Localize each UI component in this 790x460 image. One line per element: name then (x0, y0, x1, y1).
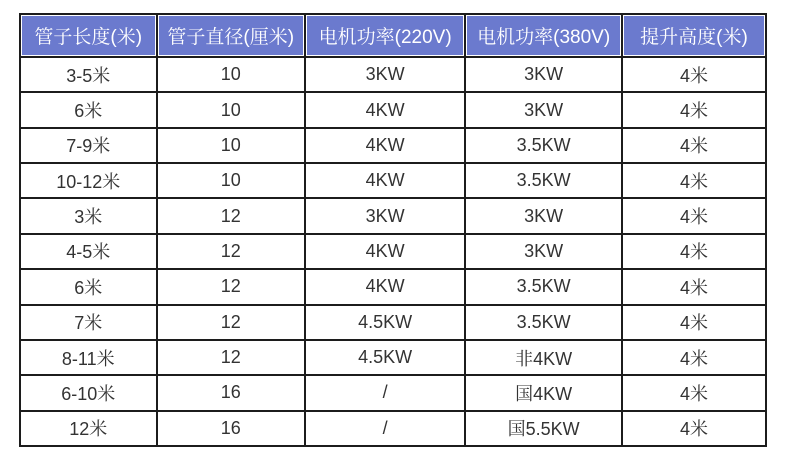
table-cell: 12米 (20, 411, 157, 446)
table-cell: / (305, 375, 465, 410)
table-cell: 4米 (622, 411, 766, 446)
table-row (20, 269, 766, 304)
pump-spec-table (19, 13, 767, 447)
table-cell: 4米 (622, 234, 766, 269)
table-cell: 4米 (622, 128, 766, 163)
column-header: 提升高度(米) (622, 14, 766, 57)
table-row (20, 340, 766, 375)
table-cell: 3KW (465, 92, 622, 127)
column-header: 电机功率(380V) (465, 14, 622, 57)
table-row (20, 92, 766, 127)
table-cell: 12 (157, 234, 305, 269)
table-cell: 12 (157, 269, 305, 304)
table-row (20, 411, 766, 446)
table-cell: 4-5米 (20, 234, 157, 269)
table-cell: 4米 (622, 340, 766, 375)
table-cell: 3.5KW (465, 269, 622, 304)
table-cell: 8-11米 (20, 340, 157, 375)
table-row (20, 305, 766, 340)
table-cell: 4.5KW (305, 340, 465, 375)
table-cell: 10 (157, 163, 305, 198)
table-cell: 4KW (305, 92, 465, 127)
table-header-row (20, 14, 766, 57)
column-header: 管子长度(米) (20, 14, 157, 57)
table-cell: 6米 (20, 269, 157, 304)
table-cell: 12 (157, 305, 305, 340)
table-row (20, 163, 766, 198)
table-cell: 4米 (622, 375, 766, 410)
table-row (20, 198, 766, 233)
table-cell: 4KW (305, 234, 465, 269)
table-cell: 10 (157, 92, 305, 127)
table-cell: 3KW (465, 57, 622, 92)
table-row (20, 14, 766, 57)
table-cell: 4米 (622, 198, 766, 233)
table-cell: 4米 (622, 57, 766, 92)
table-row (20, 128, 766, 163)
table-cell: 4KW (305, 128, 465, 163)
table-cell: 3-5米 (20, 57, 157, 92)
table-cell: 3.5KW (465, 163, 622, 198)
table-cell: 16 (157, 411, 305, 446)
table-cell: 3.5KW (465, 128, 622, 163)
table-cell: 10-12米 (20, 163, 157, 198)
table-cell: 国5.5KW (465, 411, 622, 446)
table-cell: / (305, 411, 465, 446)
table-cell: 3KW (465, 198, 622, 233)
table-cell: 国4KW (465, 375, 622, 410)
table-cell: 4米 (622, 269, 766, 304)
column-header: 电机功率(220V) (305, 14, 465, 57)
table-cell: 7-9米 (20, 128, 157, 163)
table-cell: 3KW (305, 57, 465, 92)
table-cell: 4米 (622, 92, 766, 127)
column-header: 管子直径(厘米) (157, 14, 305, 57)
table-row (20, 375, 766, 410)
table-row (20, 234, 766, 269)
table-cell: 4KW (305, 269, 465, 304)
table-cell: 3.5KW (465, 305, 622, 340)
table-cell: 非4KW (465, 340, 622, 375)
table-cell: 6-10米 (20, 375, 157, 410)
table-cell: 10 (157, 128, 305, 163)
table-cell: 4米 (622, 163, 766, 198)
table-cell: 12 (157, 340, 305, 375)
table-row (20, 57, 766, 92)
table-cell: 10 (157, 57, 305, 92)
table-cell: 6米 (20, 92, 157, 127)
table-cell: 3KW (465, 234, 622, 269)
table-cell: 4米 (622, 305, 766, 340)
table-body (20, 57, 766, 446)
table-cell: 4KW (305, 163, 465, 198)
table-cell: 3KW (305, 198, 465, 233)
table-cell: 12 (157, 198, 305, 233)
table-cell: 16 (157, 375, 305, 410)
table-cell: 4.5KW (305, 305, 465, 340)
table-cell: 3米 (20, 198, 157, 233)
table-cell: 7米 (20, 305, 157, 340)
